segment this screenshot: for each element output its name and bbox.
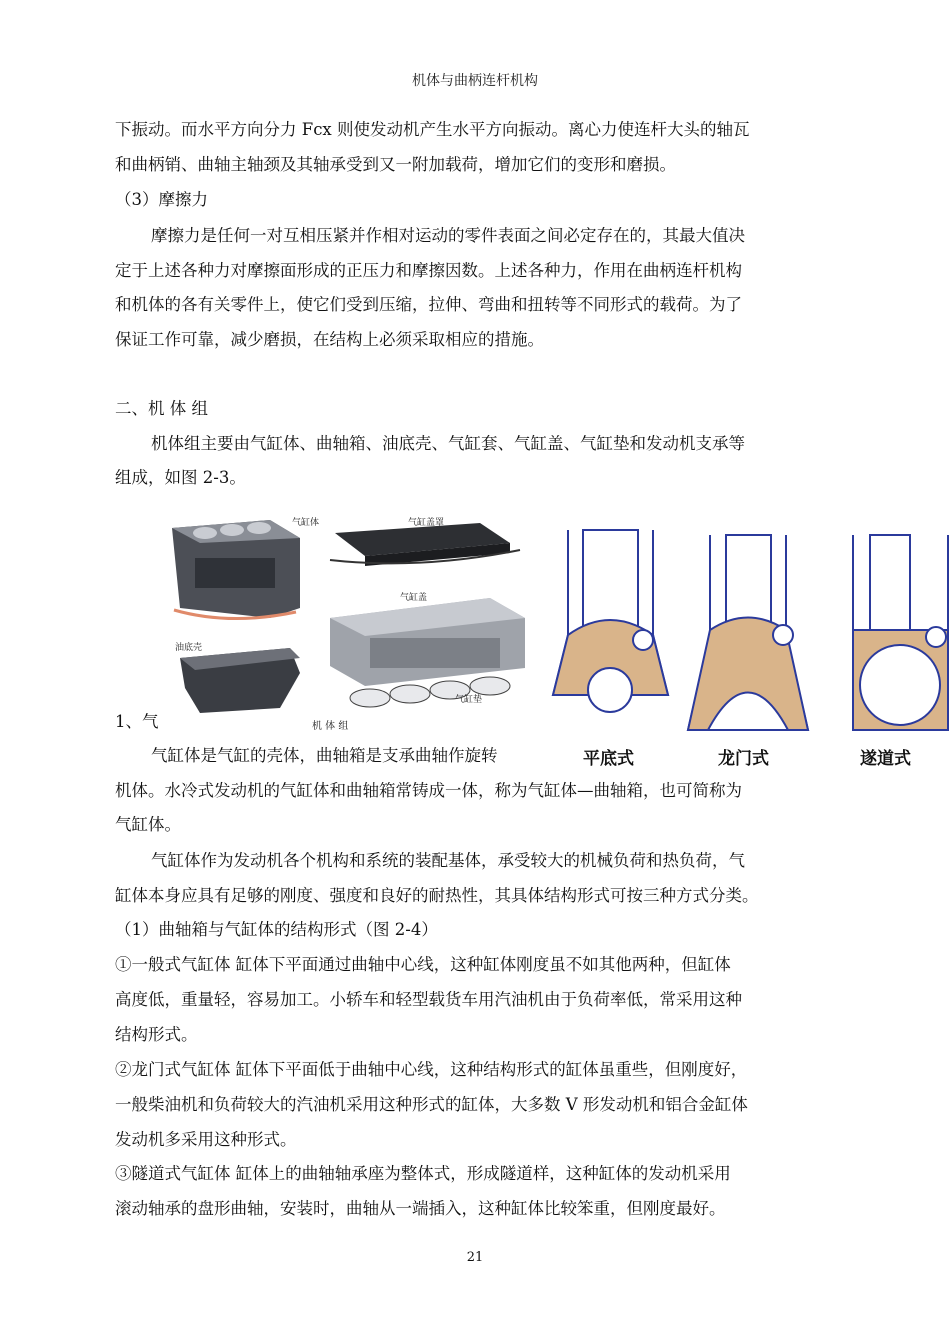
- label-tunnel: 遂道式: [860, 749, 911, 769]
- subsection-heading: （1）曲轴箱与气缸体的结构形式（图 2-4）: [115, 920, 438, 939]
- label-cylinder-head: 气缸盖: [400, 593, 428, 603]
- label-head-cover: 气缸盖罩: [408, 518, 445, 528]
- subsection-heading: 1、气: [115, 712, 159, 731]
- body-line: 结构形式。: [115, 1025, 198, 1044]
- body-line: 气缸体。: [115, 815, 181, 834]
- body-line: 发动机多采用这种形式。: [115, 1130, 297, 1149]
- page-number: 21: [466, 1250, 484, 1265]
- body-line: 和曲柄销、曲轴主轴颈及其轴承受到又一附加载荷，增加它们的变形和磨损。: [115, 155, 676, 174]
- subsection-heading: （3）摩擦力: [115, 190, 208, 209]
- section-heading: 二、机 体 组: [115, 399, 208, 418]
- body-line: 滚动轴承的盘形曲轴，安装时，曲轴从一端插入，这种缸体比较笨重，但刚度最好。: [115, 1199, 726, 1218]
- figure-caption: 机 体 组: [312, 721, 349, 732]
- engine-block-group-illustration: [160, 498, 540, 738]
- label-gasket: 气缸垫: [455, 695, 483, 705]
- body-line: 气缸体作为发动机各个机构和系统的装配基体，承受较大的机械负荷和热负荷，气: [151, 851, 745, 870]
- flat-bottom-section: [553, 530, 668, 712]
- label-flat-bottom: 平底式: [583, 749, 634, 769]
- crankcase-types-diagram: [548, 525, 950, 740]
- gantry-section: [688, 535, 808, 730]
- body-line: 组成，如图 2-3。: [115, 468, 246, 487]
- cylinder-head-image: [330, 598, 525, 707]
- body-line: ③隧道式气缸体 缸体上的曲轴轴承座为整体式，形成隧道样，这种缸体的发动机采用: [115, 1164, 731, 1183]
- body-line: 一般柴油机和负荷较大的汽油机采用这种形式的缸体，大多数 V 形发动机和铝合金缸体: [115, 1095, 748, 1114]
- label-gantry: 龙门式: [718, 749, 769, 769]
- body-line: 气缸体是气缸的壳体，曲轴箱是支承曲轴作旋转: [151, 746, 498, 765]
- body-line: 机体组主要由气缸体、曲轴箱、油底壳、气缸套、气缸盖、气缸垫和发动机支承等: [151, 434, 745, 453]
- cylinder-block-image: [172, 520, 300, 619]
- body-line: 高度低，重量轻，容易加工。小轿车和轻型载货车用汽油机由于负荷率低，常采用这种: [115, 990, 742, 1009]
- body-line: ②龙门式气缸体 缸体下平面低于曲轴中心线，这种结构形式的缸体虽重些，但刚度好，: [115, 1060, 748, 1079]
- body-line: 缸体本身应具有足够的刚度、强度和良好的耐热性，其具体结构形式可按三种方式分类。: [115, 886, 759, 905]
- label-oil-pan: 油底壳: [175, 643, 203, 653]
- label-cylinder-block: 气缸体: [292, 518, 320, 528]
- body-line: 保证工作可靠，减少磨损，在结构上必须采取相应的措施。: [115, 330, 544, 349]
- body-line: 和机体的各有关零件上，使它们受到压缩，拉伸、弯曲和扭转等不同形式的载荷。为了: [115, 295, 742, 314]
- body-line: 定于上述各种力对摩擦面形成的正压力和摩擦因数。上述各种力，作用在曲柄连杆机构: [115, 261, 742, 280]
- body-line: 摩擦力是任何一对互相压紧并作相对运动的零件表面之间必定存在的，其最大值决: [151, 226, 745, 245]
- body-line: ①一般式气缸体 缸体下平面通过曲轴中心线，这种缸体刚度虽不如其他两种，但缸体: [115, 955, 731, 974]
- running-header: 机体与曲柄连杆机构: [412, 73, 538, 89]
- oil-pan-image: [180, 648, 300, 713]
- tunnel-section: [853, 535, 948, 730]
- body-line: 机体。水冷式发动机的气缸体和曲轴箱常铸成一体，称为气缸体—曲轴箱，也可简称为: [115, 781, 742, 800]
- body-line: 下振动。而水平方向分力 Fcx 则使发动机产生水平方向振动。离心力使连杆大头的轴瓦: [115, 120, 750, 139]
